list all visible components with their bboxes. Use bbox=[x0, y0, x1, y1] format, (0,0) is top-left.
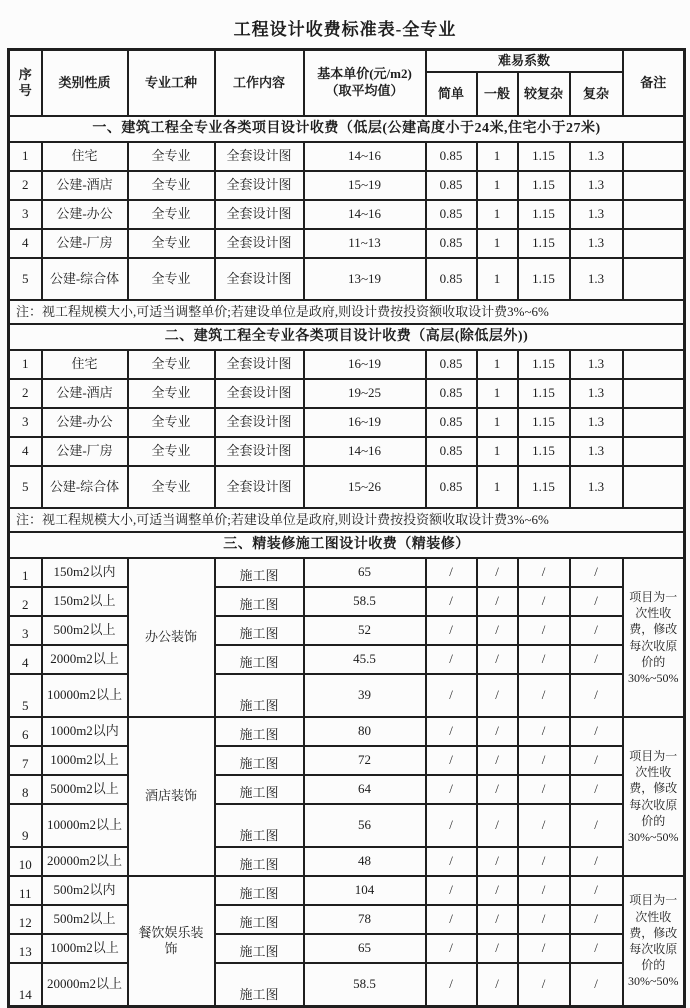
cell-serial: 14 bbox=[9, 963, 42, 1007]
cell-work: 施工图 bbox=[215, 775, 304, 804]
cell-work: 施工图 bbox=[215, 674, 304, 717]
cell-price: 14~16 bbox=[304, 142, 426, 171]
cell-complex: / bbox=[570, 558, 623, 587]
cell-simple: / bbox=[426, 587, 477, 616]
cell-simple: 0.85 bbox=[426, 258, 477, 300]
cell-general: 1 bbox=[477, 229, 518, 258]
cell-price: 16~19 bbox=[304, 350, 426, 379]
cell-more-complex: 1.15 bbox=[518, 229, 570, 258]
table-row bbox=[9, 379, 685, 408]
cell-category: 住宅 bbox=[42, 142, 128, 171]
cell-simple: / bbox=[426, 645, 477, 674]
cell-complex: / bbox=[570, 717, 623, 746]
cell-simple: / bbox=[426, 674, 477, 717]
col-header-difficulty: 难易系数 bbox=[426, 50, 623, 73]
cell-complex: / bbox=[570, 775, 623, 804]
cell-more-complex: 1.15 bbox=[518, 466, 570, 508]
cell-complex: / bbox=[570, 934, 623, 963]
cell-work: 全套设计图 bbox=[215, 408, 304, 437]
cell-complex: / bbox=[570, 804, 623, 847]
cell-more-complex: 1.15 bbox=[518, 142, 570, 171]
cell-simple: / bbox=[426, 963, 477, 1007]
cell-work: 施工图 bbox=[215, 616, 304, 645]
cell-price: 52 bbox=[304, 616, 426, 645]
cell-serial: 2 bbox=[9, 379, 42, 408]
table-row bbox=[9, 408, 685, 437]
section-2-note: 注：视工程规模大小,可适当调整单价;若建设单位是政府,则设计费按投资额收取设计费3%~6% bbox=[9, 508, 685, 532]
cell-general: 1 bbox=[477, 466, 518, 508]
cell-work: 施工图 bbox=[215, 934, 304, 963]
cell-more-complex: / bbox=[518, 616, 570, 645]
cell-complex: 1.3 bbox=[570, 466, 623, 508]
cell-price: 15~19 bbox=[304, 171, 426, 200]
table-row bbox=[9, 963, 685, 1007]
cell-simple: 0.85 bbox=[426, 200, 477, 229]
cell-simple: 0.85 bbox=[426, 171, 477, 200]
cell-general: / bbox=[477, 587, 518, 616]
table-row bbox=[9, 350, 685, 379]
cell-more-complex: 1.15 bbox=[518, 437, 570, 466]
cell-simple: 0.85 bbox=[426, 466, 477, 508]
cell-simple: / bbox=[426, 876, 477, 905]
cell-general: / bbox=[477, 963, 518, 1007]
cell-more-complex: 1.15 bbox=[518, 200, 570, 229]
cell-more-complex: 1.15 bbox=[518, 379, 570, 408]
cell-complex: 1.3 bbox=[570, 229, 623, 258]
cell-complex: / bbox=[570, 905, 623, 934]
cell-price: 64 bbox=[304, 775, 426, 804]
cell-more-complex: / bbox=[518, 847, 570, 876]
section-title-row bbox=[9, 116, 685, 142]
cell-work: 施工图 bbox=[215, 963, 304, 1007]
cell-general: / bbox=[477, 775, 518, 804]
cell-trade: 全专业 bbox=[128, 379, 215, 408]
cell-more-complex: 1.15 bbox=[518, 171, 570, 200]
cell-category: 住宅 bbox=[42, 350, 128, 379]
cell-serial: 5 bbox=[9, 674, 42, 717]
cell-complex: / bbox=[570, 616, 623, 645]
table-row bbox=[9, 717, 685, 746]
cell-trade: 全专业 bbox=[128, 200, 215, 229]
table-header bbox=[9, 50, 685, 117]
cell-trade: 全专业 bbox=[128, 258, 215, 300]
cell-category: 公建-酒店 bbox=[42, 171, 128, 200]
cell-complex: / bbox=[570, 876, 623, 905]
cell-trade: 全专业 bbox=[128, 171, 215, 200]
cell-general: 1 bbox=[477, 350, 518, 379]
cell-price: 14~16 bbox=[304, 200, 426, 229]
cell-remark-group: 项目为一次性收费，修改每次收原价的30%~50% bbox=[623, 558, 685, 717]
table-row bbox=[9, 229, 685, 258]
cell-simple: 0.85 bbox=[426, 437, 477, 466]
cell-category: 150m2以上 bbox=[42, 587, 128, 616]
cell-simple: 0.85 bbox=[426, 350, 477, 379]
col-header-serial: 序号 bbox=[9, 50, 42, 117]
cell-remark bbox=[623, 200, 685, 229]
cell-category: 公建-厂房 bbox=[42, 229, 128, 258]
cell-work: 施工图 bbox=[215, 876, 304, 905]
cell-general: 1 bbox=[477, 200, 518, 229]
table-row bbox=[9, 934, 685, 963]
col-header-complex: 复杂 bbox=[570, 72, 623, 116]
cell-category: 公建-厂房 bbox=[42, 437, 128, 466]
cell-serial: 9 bbox=[9, 804, 42, 847]
col-header-category: 类别性质 bbox=[42, 50, 128, 117]
col-header-simple: 简单 bbox=[426, 72, 477, 116]
cell-general: / bbox=[477, 905, 518, 934]
cell-simple: / bbox=[426, 804, 477, 847]
cell-category: 公建-酒店 bbox=[42, 379, 128, 408]
cell-general: / bbox=[477, 876, 518, 905]
cell-price: 14~16 bbox=[304, 437, 426, 466]
cell-general: 1 bbox=[477, 379, 518, 408]
cell-more-complex: / bbox=[518, 587, 570, 616]
table-row bbox=[9, 905, 685, 934]
cell-price: 16~19 bbox=[304, 408, 426, 437]
cell-simple: 0.85 bbox=[426, 379, 477, 408]
cell-simple: / bbox=[426, 934, 477, 963]
section-title-row bbox=[9, 532, 685, 558]
table-row bbox=[9, 466, 685, 508]
table-row bbox=[9, 674, 685, 717]
cell-trade: 全专业 bbox=[128, 408, 215, 437]
cell-category: 公建-综合体 bbox=[42, 466, 128, 508]
table-row bbox=[9, 746, 685, 775]
cell-trade-group: 餐饮娱乐装饰 bbox=[128, 876, 215, 1007]
cell-general: 1 bbox=[477, 408, 518, 437]
cell-remark bbox=[623, 171, 685, 200]
cell-general: 1 bbox=[477, 437, 518, 466]
cell-more-complex: / bbox=[518, 775, 570, 804]
cell-price: 65 bbox=[304, 558, 426, 587]
cell-category: 2000m2以上 bbox=[42, 645, 128, 674]
cell-serial: 1 bbox=[9, 558, 42, 587]
cell-serial: 3 bbox=[9, 200, 42, 229]
cell-price: 15~26 bbox=[304, 466, 426, 508]
document-page bbox=[0, 15, 690, 1008]
cell-simple: / bbox=[426, 616, 477, 645]
cell-remark bbox=[623, 258, 685, 300]
col-header-more-complex: 较复杂 bbox=[518, 72, 570, 116]
cell-price: 58.5 bbox=[304, 587, 426, 616]
cell-general: / bbox=[477, 717, 518, 746]
table-row bbox=[9, 258, 685, 300]
col-header-remark: 备注 bbox=[623, 50, 685, 117]
cell-trade: 全专业 bbox=[128, 229, 215, 258]
fee-table bbox=[7, 48, 686, 1008]
cell-complex: 1.3 bbox=[570, 437, 623, 466]
section-2-title: 二、建筑工程全专业各类项目设计收费（高层(除低层外)) bbox=[9, 324, 685, 350]
table-row bbox=[9, 876, 685, 905]
col-header-trade: 专业工种 bbox=[128, 50, 215, 117]
cell-price: 19~25 bbox=[304, 379, 426, 408]
cell-remark bbox=[623, 379, 685, 408]
cell-work: 全套设计图 bbox=[215, 171, 304, 200]
cell-complex: 1.3 bbox=[570, 142, 623, 171]
cell-serial: 1 bbox=[9, 142, 42, 171]
cell-category: 1000m2以上 bbox=[42, 934, 128, 963]
table-row bbox=[9, 804, 685, 847]
cell-complex: / bbox=[570, 963, 623, 1007]
cell-serial: 10 bbox=[9, 847, 42, 876]
cell-complex: 1.3 bbox=[570, 379, 623, 408]
cell-work: 施工图 bbox=[215, 587, 304, 616]
cell-simple: / bbox=[426, 905, 477, 934]
cell-general: / bbox=[477, 804, 518, 847]
cell-category: 5000m2以上 bbox=[42, 775, 128, 804]
cell-general: / bbox=[477, 645, 518, 674]
section-3-title: 三、精装修施工图设计收费（精装修） bbox=[9, 532, 685, 558]
table-row bbox=[9, 645, 685, 674]
cell-serial: 4 bbox=[9, 229, 42, 258]
col-header-price bbox=[304, 50, 426, 117]
cell-serial: 2 bbox=[9, 587, 42, 616]
cell-category: 150m2以内 bbox=[42, 558, 128, 587]
table-row bbox=[9, 587, 685, 616]
cell-serial: 5 bbox=[9, 466, 42, 508]
cell-trade: 全专业 bbox=[128, 437, 215, 466]
cell-price: 78 bbox=[304, 905, 426, 934]
cell-serial: 13 bbox=[9, 934, 42, 963]
cell-trade-group: 酒店装饰 bbox=[128, 717, 215, 876]
cell-price: 48 bbox=[304, 847, 426, 876]
cell-complex: 1.3 bbox=[570, 408, 623, 437]
cell-simple: 0.85 bbox=[426, 229, 477, 258]
cell-complex: 1.3 bbox=[570, 171, 623, 200]
cell-category: 10000m2以上 bbox=[42, 674, 128, 717]
cell-serial: 2 bbox=[9, 171, 42, 200]
cell-category: 1000m2以上 bbox=[42, 746, 128, 775]
cell-remark bbox=[623, 466, 685, 508]
cell-general: / bbox=[477, 746, 518, 775]
cell-simple: / bbox=[426, 775, 477, 804]
cell-work: 施工图 bbox=[215, 558, 304, 587]
cell-price: 65 bbox=[304, 934, 426, 963]
col-header-work: 工作内容 bbox=[215, 50, 304, 117]
cell-complex: 1.3 bbox=[570, 258, 623, 300]
cell-work: 全套设计图 bbox=[215, 200, 304, 229]
cell-complex: / bbox=[570, 746, 623, 775]
cell-price: 39 bbox=[304, 674, 426, 717]
table-row bbox=[9, 775, 685, 804]
section-title-row bbox=[9, 324, 685, 350]
cell-simple: / bbox=[426, 717, 477, 746]
cell-more-complex: 1.15 bbox=[518, 258, 570, 300]
table-row bbox=[9, 142, 685, 171]
cell-complex: / bbox=[570, 674, 623, 717]
cell-general: / bbox=[477, 934, 518, 963]
cell-serial: 12 bbox=[9, 905, 42, 934]
cell-more-complex: / bbox=[518, 963, 570, 1007]
cell-remark bbox=[623, 229, 685, 258]
cell-general: 1 bbox=[477, 171, 518, 200]
cell-work: 全套设计图 bbox=[215, 466, 304, 508]
cell-complex: 1.3 bbox=[570, 200, 623, 229]
cell-work: 施工图 bbox=[215, 804, 304, 847]
cell-serial: 1 bbox=[9, 350, 42, 379]
table-row bbox=[9, 847, 685, 876]
cell-trade: 全专业 bbox=[128, 466, 215, 508]
cell-price: 58.5 bbox=[304, 963, 426, 1007]
section-1-note: 注：视工程规模大小,可适当调整单价;若建设单位是政府,则设计费按投资额收取设计费3%~6% bbox=[9, 300, 685, 324]
table-row bbox=[9, 200, 685, 229]
price-header-line2: （取平均值） bbox=[325, 83, 404, 98]
cell-category: 500m2以上 bbox=[42, 905, 128, 934]
section-note-row bbox=[9, 508, 685, 532]
cell-work: 施工图 bbox=[215, 645, 304, 674]
col-header-general: 一般 bbox=[477, 72, 518, 116]
cell-category: 1000m2以内 bbox=[42, 717, 128, 746]
cell-simple: / bbox=[426, 558, 477, 587]
cell-more-complex: / bbox=[518, 905, 570, 934]
cell-price: 72 bbox=[304, 746, 426, 775]
cell-more-complex: / bbox=[518, 876, 570, 905]
cell-serial: 6 bbox=[9, 717, 42, 746]
header-row-1 bbox=[9, 50, 685, 73]
cell-work: 施工图 bbox=[215, 746, 304, 775]
cell-work: 全套设计图 bbox=[215, 258, 304, 300]
cell-more-complex: 1.15 bbox=[518, 350, 570, 379]
cell-complex: / bbox=[570, 847, 623, 876]
price-header-line1: 基本单价(元/m2) bbox=[317, 66, 412, 82]
cell-remark-group: 项目为一次性收费，修改每次收原价的30%~50% bbox=[623, 717, 685, 876]
cell-general: / bbox=[477, 674, 518, 717]
cell-price: 13~19 bbox=[304, 258, 426, 300]
table-row bbox=[9, 558, 685, 587]
cell-work: 全套设计图 bbox=[215, 379, 304, 408]
cell-price: 80 bbox=[304, 717, 426, 746]
cell-simple: / bbox=[426, 847, 477, 876]
cell-category: 500m2以内 bbox=[42, 876, 128, 905]
table-row bbox=[9, 616, 685, 645]
cell-serial: 7 bbox=[9, 746, 42, 775]
cell-more-complex: 1.15 bbox=[518, 408, 570, 437]
cell-work: 全套设计图 bbox=[215, 437, 304, 466]
cell-simple: 0.85 bbox=[426, 142, 477, 171]
cell-price: 45.5 bbox=[304, 645, 426, 674]
cell-work: 全套设计图 bbox=[215, 229, 304, 258]
cell-work: 全套设计图 bbox=[215, 350, 304, 379]
cell-more-complex: / bbox=[518, 558, 570, 587]
cell-trade: 全专业 bbox=[128, 142, 215, 171]
cell-serial: 4 bbox=[9, 645, 42, 674]
cell-more-complex: / bbox=[518, 674, 570, 717]
cell-more-complex: / bbox=[518, 645, 570, 674]
cell-trade-group: 办公装饰 bbox=[128, 558, 215, 717]
cell-serial: 11 bbox=[9, 876, 42, 905]
cell-general: / bbox=[477, 847, 518, 876]
cell-work: 施工图 bbox=[215, 847, 304, 876]
cell-serial: 8 bbox=[9, 775, 42, 804]
cell-serial: 5 bbox=[9, 258, 42, 300]
cell-more-complex: / bbox=[518, 746, 570, 775]
cell-more-complex: / bbox=[518, 804, 570, 847]
cell-remark bbox=[623, 437, 685, 466]
cell-category: 20000m2以上 bbox=[42, 847, 128, 876]
cell-price: 56 bbox=[304, 804, 426, 847]
cell-simple: / bbox=[426, 746, 477, 775]
cell-complex: / bbox=[570, 587, 623, 616]
cell-price: 11~13 bbox=[304, 229, 426, 258]
cell-price: 104 bbox=[304, 876, 426, 905]
cell-work: 全套设计图 bbox=[215, 142, 304, 171]
cell-remark bbox=[623, 350, 685, 379]
cell-more-complex: / bbox=[518, 934, 570, 963]
cell-general: / bbox=[477, 558, 518, 587]
cell-serial: 3 bbox=[9, 408, 42, 437]
cell-category: 20000m2以上 bbox=[42, 963, 128, 1007]
table-row bbox=[9, 171, 685, 200]
section-1-title: 一、建筑工程全专业各类项目设计收费（低层(公建高度小于24米,住宅小于27米) bbox=[9, 116, 685, 142]
section-note-row bbox=[9, 300, 685, 324]
cell-category: 500m2以上 bbox=[42, 616, 128, 645]
cell-remark bbox=[623, 142, 685, 171]
cell-remark-group: 项目为一次性收费，修改每次收原价的30%~50% bbox=[623, 876, 685, 1007]
cell-simple: 0.85 bbox=[426, 408, 477, 437]
cell-serial: 3 bbox=[9, 616, 42, 645]
cell-serial: 4 bbox=[9, 437, 42, 466]
cell-work: 施工图 bbox=[215, 905, 304, 934]
table-row bbox=[9, 437, 685, 466]
cell-category: 公建-办公 bbox=[42, 200, 128, 229]
cell-work: 施工图 bbox=[215, 717, 304, 746]
cell-complex: 1.3 bbox=[570, 350, 623, 379]
cell-category: 10000m2以上 bbox=[42, 804, 128, 847]
cell-general: 1 bbox=[477, 142, 518, 171]
cell-more-complex: / bbox=[518, 717, 570, 746]
cell-general: / bbox=[477, 616, 518, 645]
cell-remark bbox=[623, 408, 685, 437]
cell-general: 1 bbox=[477, 258, 518, 300]
page-title: 工程设计收费标准表-全专业 bbox=[233, 20, 457, 39]
cell-category: 公建-办公 bbox=[42, 408, 128, 437]
cell-trade: 全专业 bbox=[128, 350, 215, 379]
cell-category: 公建-综合体 bbox=[42, 258, 128, 300]
cell-complex: / bbox=[570, 645, 623, 674]
